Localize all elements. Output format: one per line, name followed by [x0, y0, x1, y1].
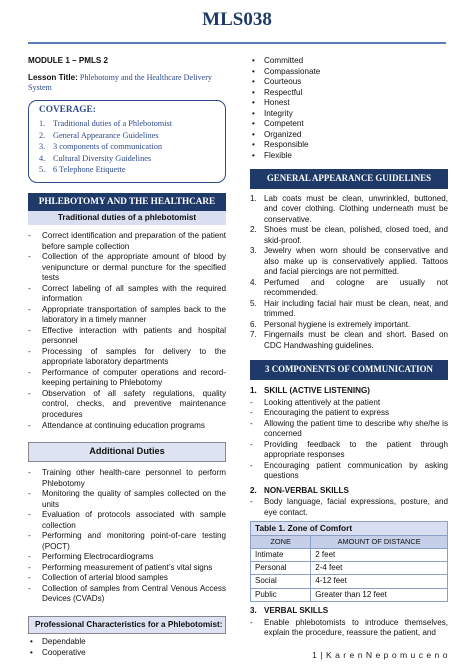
page-title: MLS038: [202, 9, 272, 30]
guideline-item: [250, 330, 448, 351]
zone-cell: Intimate: [251, 548, 311, 561]
skill-heading-non-verbal: 2. NON-VERBAL SKILLS: [250, 485, 349, 495]
additional-duty-item: - Monitoring the quality of samples collected on the units: [28, 489, 226, 510]
right-column: [250, 56, 448, 639]
table-header-zone: ZONE: [251, 536, 311, 549]
zone-cell: Personal: [251, 562, 311, 575]
characteristic-item: • Cooperative: [28, 648, 226, 659]
active-listening-item: - Providing feedback to the patient through appropriate responses: [250, 440, 448, 461]
guideline-text: Lab coats must be clean, unwrinkled, buttoned, and cover clothing. Clothing underneath must be conservative.: [264, 193, 448, 224]
lesson-title: [28, 73, 226, 95]
verbal-list: [250, 618, 448, 639]
table-row: [251, 562, 448, 575]
coverage-title: COVERAGE:: [39, 105, 96, 116]
page-number: 1: [312, 650, 318, 660]
distance-cell: 2 feet: [311, 548, 448, 561]
guideline-item: [250, 194, 448, 226]
guideline-text: Fingernails must be clean and short. Based on CDC Handwashing guidelines.: [264, 330, 448, 350]
guideline-item: [250, 320, 448, 331]
professional-characteristics-heading: Professional Characteristics for a Phlebotomist:: [28, 616, 226, 635]
guideline-text: Hair including facial hair must be clean, neat, and trimmed.: [264, 298, 448, 319]
additional-duty-item: - Training other health-care personnel to perform Phlebotomy: [28, 468, 226, 489]
coverage-item: [39, 153, 217, 164]
coverage-item: [39, 164, 217, 175]
coverage-item-text: Traditional duties of a Phlebotomist: [53, 119, 173, 129]
zone-cell: Social: [251, 575, 311, 588]
guideline-item: [250, 246, 448, 278]
guideline-item: [250, 225, 448, 246]
table-header-distance: AMOUNT OF DISTANCE: [311, 536, 448, 549]
guideline-number: 2.: [250, 225, 257, 235]
coverage-item: [39, 141, 217, 152]
additional-duty-item: - Performing Electrocardiograms: [28, 552, 226, 563]
coverage-item-text: General Appearance Guidelines: [53, 130, 159, 140]
duty-item: - Collection of the appropriate amount of blood by venipuncture or dermal puncture for the specified tests: [28, 252, 226, 284]
professional-characteristics-list-continued: [250, 56, 448, 161]
distance-cell: 2-4 feet: [311, 562, 448, 575]
duty-item: - Observation of all safety regulations, quality control, checks, and preventive maintenance procedures: [28, 389, 226, 421]
duty-item: - Processing of samples for delivery to the appropriate laboratory departments: [28, 347, 226, 368]
coverage-item-number: 3.: [39, 142, 46, 152]
guideline-text: Perfumed and cologne are usually not recommended.: [264, 277, 448, 298]
coverage-item: [39, 130, 217, 141]
section-band-communication: 3 COMPONENTS OF COMMUNICATION: [250, 360, 448, 380]
footer-separator: |: [320, 650, 324, 660]
verbal-item: - Enable phlebotomists to introduce themselves, explain the procedure, reassure the patient, and: [250, 618, 448, 639]
skill-heading-verbal: 3. VERBAL SKILLS: [250, 606, 329, 616]
characteristic-item: • Honest: [250, 98, 448, 109]
page-footer: [312, 650, 448, 660]
active-listening-item: - Encouraging the patient to express: [250, 408, 448, 419]
active-listening-item: - Encouraging patient communication by asking questions: [250, 461, 448, 482]
duty-item: - Correct identification and preparation of the patient before sample collection: [28, 231, 226, 252]
characteristic-item: • Integrity: [250, 109, 448, 120]
characteristic-item: • Dependable: [28, 637, 226, 648]
characteristic-item: • Competent: [250, 119, 448, 130]
zone-cell: Public: [251, 588, 311, 601]
duty-item: - Attendance at continuing education programs: [28, 421, 226, 432]
guideline-number: 3.: [250, 246, 257, 256]
additional-duty-item: - Performing and monitoring point-of-care testing (POCT): [28, 531, 226, 552]
duties-list: [28, 231, 226, 431]
duty-item: - Effective interaction with patients and hospital personnel: [28, 326, 226, 347]
table-caption: Table 1. Zone of Comfort: [251, 522, 448, 536]
coverage-item-number: 1.: [39, 119, 46, 129]
active-listening-list: [250, 398, 448, 482]
lesson-label: Lesson Title:: [28, 72, 78, 82]
active-listening-item: - Allowing the patient time to describe why she/he is concerned: [250, 419, 448, 440]
zone-of-comfort-table: [250, 521, 448, 602]
coverage-item-number: 2.: [39, 130, 46, 140]
coverage-item-text: Cultural Diversity Guidelines: [53, 153, 152, 163]
guideline-text: Personal hygiene is extremely important.: [264, 319, 411, 329]
subheading-traditional-duties: Traditional duties of a phlebotomist: [28, 211, 226, 226]
duty-item: - Correct labeling of all samples with the required information: [28, 284, 226, 305]
additional-duties-list: [28, 468, 226, 605]
coverage-item-text: 3 components of communication: [53, 142, 162, 152]
footer-author: K a r e n N e p o m u c e n o: [326, 650, 448, 660]
characteristic-item: • Committed: [250, 56, 448, 67]
guideline-text: Shoes must be clean, polished, closed toed, and skid-proof.: [264, 225, 448, 245]
characteristic-item: • Compassionate: [250, 67, 448, 78]
distance-cell: 4-12 feet: [311, 575, 448, 588]
guideline-number: 4.: [250, 277, 257, 287]
active-listening-item: - Looking attentively at the patient: [250, 398, 448, 409]
coverage-item-text: 6 Telephone Etiquette: [53, 165, 126, 175]
guideline-number: 6.: [250, 319, 257, 329]
characteristic-item: • Organized: [250, 130, 448, 141]
guideline-item: [250, 299, 448, 320]
additional-duties-heading: Additional Duties: [28, 442, 226, 462]
characteristic-item: • Responsible: [250, 140, 448, 151]
professional-characteristics-list: [28, 637, 226, 658]
additional-duty-item: - Collection of samples from Central Venous Access Devices (CVADs): [28, 584, 226, 605]
table-row: [251, 548, 448, 561]
characteristic-item: • Flexible: [250, 151, 448, 162]
guideline-number: 7.: [250, 330, 257, 340]
header-divider: [28, 42, 446, 44]
appearance-guidelines-list: [250, 194, 448, 352]
coverage-item-number: 5.: [39, 165, 46, 175]
distance-cell: Greater than 12 feet: [311, 588, 448, 601]
non-verbal-list: [250, 497, 448, 518]
guideline-number: 5.: [250, 298, 257, 308]
table-row: [251, 588, 448, 601]
additional-duty-item: - Evaluation of protocols associated with sample collection: [28, 510, 226, 531]
guideline-text: Jewelry when worn should be conservative and also make up is conservatively applied. Tattoos and facial piercings are not permitted.: [264, 246, 448, 277]
non-verbal-item: - Body language, facial expressions, posture, and eye contact.: [250, 497, 448, 518]
module-label: MODULE 1 – PMLS 2: [28, 56, 109, 65]
coverage-box: [28, 100, 226, 182]
coverage-item: [39, 118, 217, 129]
duty-item: - Performance of computer operations and record-keeping pertaining to Phlebotomy: [28, 368, 226, 389]
skill-heading-active-listening: 1. SKILL (ACTIVE LISTENING): [250, 386, 370, 396]
characteristic-item: • Courteous: [250, 77, 448, 88]
characteristic-item: • Respectful: [250, 88, 448, 99]
lesson-title-text: Phlebotomy and the Healthcare Delivery System: [28, 72, 212, 93]
coverage-list: [39, 118, 217, 175]
section-band-appearance: GENERAL APPEARANCE GUIDELINES: [250, 169, 448, 189]
guideline-item: [250, 278, 448, 299]
additional-duty-item: - Performing measurement of patient’s vital signs: [28, 563, 226, 574]
table-row: [251, 575, 448, 588]
guideline-number: 1.: [250, 193, 257, 203]
section-band-phlebotomy: PHLEBOTOMY AND THE HEALTHCARE: [28, 193, 226, 211]
left-column: [28, 56, 226, 658]
duty-item: - Appropriate transportation of samples back to the laboratory in a timely manner: [28, 305, 226, 326]
additional-duty-item: - Collection of arterial blood samples: [28, 573, 226, 584]
coverage-item-number: 4.: [39, 153, 46, 163]
